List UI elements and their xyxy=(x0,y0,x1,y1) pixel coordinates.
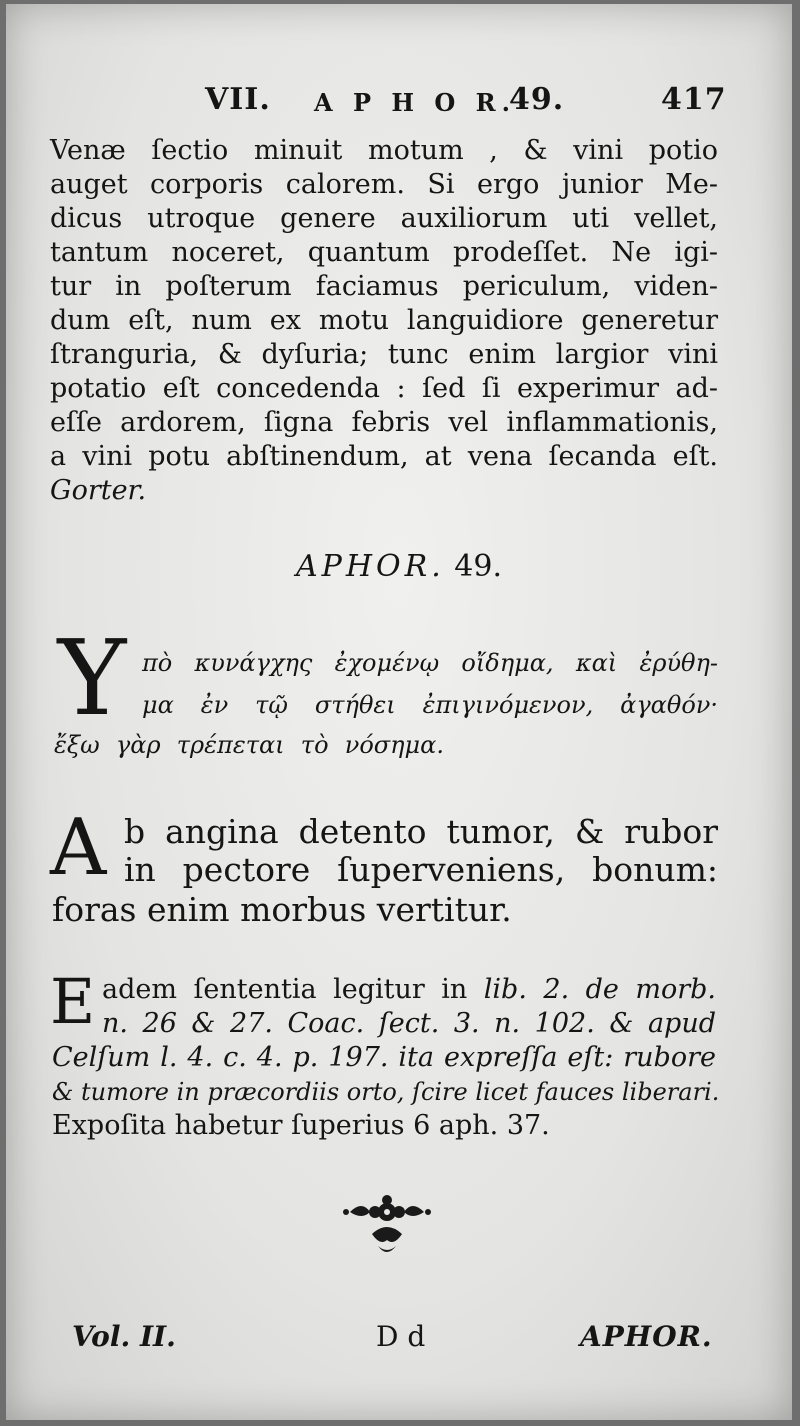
author-attribution: Gorter. xyxy=(50,475,147,506)
text-line xyxy=(102,974,716,1006)
page-footer xyxy=(6,1320,792,1360)
book-page xyxy=(6,4,792,1420)
heading-word: APHOR. xyxy=(296,549,445,584)
signature-mark: D d xyxy=(376,1320,426,1353)
text-line: dum eſt, num ex motu languidiore generetur xyxy=(50,305,718,336)
latin-line: in pectore ſuperveniens, bonum: xyxy=(124,850,718,889)
latin-line: b angina detento tumor, & rubor xyxy=(124,812,718,851)
text-line: a vini potu abſtinendum, at vena ſecanda eſt. xyxy=(50,441,718,472)
text-line: ſtranguria, & dyſuria; tunc enim largior vini xyxy=(50,339,718,370)
drop-initial: E xyxy=(50,965,96,1038)
greek-line: ἔξω γὰρ τρέπεται τὸ νόσημα. xyxy=(54,731,444,759)
running-head-label: A P H O R. xyxy=(314,88,516,117)
running-head xyxy=(6,82,792,122)
text-line: Expoſita habetur ſuperius 6 aph. 37. xyxy=(52,1110,550,1141)
citation-line: n. 26 & 27. Coac. ſect. 3. n. 102. & apud xyxy=(102,1008,716,1039)
volume-label: Vol. II. xyxy=(72,1320,176,1353)
latin-line: foras enim morbus vertitur. xyxy=(52,890,512,929)
drop-initial: A xyxy=(50,803,107,893)
citation-line: Celſum l. 4. c. 4. p. 197. ita expreſſa eſt: rubore xyxy=(52,1042,716,1073)
text-line: potatio eſt concedenda : ſed ſi experimur ad- xyxy=(50,373,718,404)
greek-line: πὸ κυνάγχης ἐχομένῳ οἴδημα, καὶ ἐρύθη- xyxy=(142,649,718,677)
citation: lib. 2. de morb. xyxy=(483,974,717,1005)
text-line: auget corporis calorem. Si ergo junior Me- xyxy=(50,169,718,200)
text-line: tantum noceret, quantum prodeſſet. Ne igi- xyxy=(50,237,718,268)
text-line: Venæ ſectio minuit motum , & vini potio xyxy=(50,135,718,166)
section-number: VII. xyxy=(205,82,271,117)
page-number: 417 xyxy=(661,82,727,117)
text-span: adem ſententia legitur in xyxy=(102,974,484,1005)
text-line: eſſe ardorem, ſigna febris vel inflammationis, xyxy=(50,407,718,438)
text-line: tur in poſterum faciamus periculum, viden- xyxy=(50,271,718,302)
commentary-top xyxy=(50,134,718,508)
text-line: dicus utroque genere auxiliorum uti vellet, xyxy=(50,203,718,234)
greek-line: μα ἐν τῷ στήθει ἐπιγινόμενον, ἀγαθόν· xyxy=(142,691,718,719)
aphorism-number: 49. xyxy=(509,82,565,117)
heading-number: 49. xyxy=(454,549,502,584)
quotation-line: & tumore in præcordiis orto, ſcire licet fauces liberari. xyxy=(52,1078,720,1106)
catchword: APHOR. xyxy=(580,1320,713,1353)
drop-initial: Υ xyxy=(57,617,127,739)
aphorism-heading xyxy=(6,549,792,584)
fleuron-ornament-icon xyxy=(342,1190,432,1260)
